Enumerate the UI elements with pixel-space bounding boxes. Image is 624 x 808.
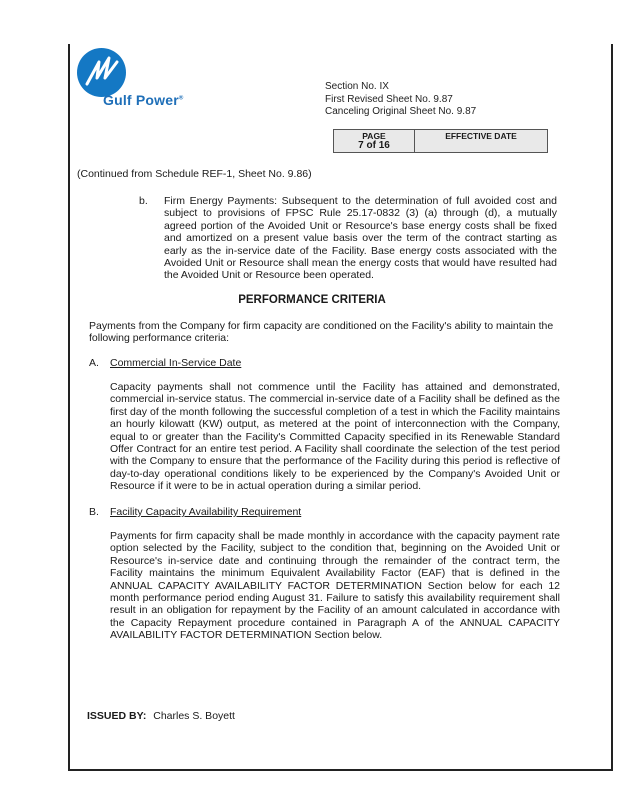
logo-text: Gulf Power bbox=[103, 92, 179, 108]
section-b-label: B. bbox=[89, 506, 99, 518]
section-heading: PERFORMANCE CRITERIA bbox=[238, 294, 386, 306]
section-a-label: A. bbox=[89, 357, 99, 369]
section-number: Section No. IX bbox=[325, 81, 389, 92]
section-b-text: Payments for firm capacity shall be made monthly in accordance with the capacity payment rate option selected by the Facility, subject to the condition that, beginning on the Avoided Unit or Resource's in-service date and continuing through the remainder of the contract term, the Facility maintains the minimum Equivalent Availability Factor (EAF) that is defined in the ANNUAL CAPACITY AVAILABILITY FACTOR DETERMINATION Section below for each 12 month performance period ending August 31. Failure to satisfy this availability requirement shall result in an obligation for repayment by the Facility of an amount calculated in accordance with the Capacity Repayment procedure contained in Paragraph A of the ANNUAL CAPACITY AVAILABILITY FACTOR DETERMINATION Section below. bbox=[110, 530, 560, 642]
issued-by bbox=[87, 710, 235, 722]
issued-by-name: Charles S. Boyett bbox=[153, 710, 235, 722]
sheet-canceling: Canceling Original Sheet No. 9.87 bbox=[325, 106, 477, 117]
issued-by-label: ISSUED BY: bbox=[87, 710, 147, 722]
item-b-text: Firm Energy Payments: Subsequent to the determination of full avoided cost and subject to provisions of FPSC Rule 25.17-0832 (3) (a) through (d), a mutually agreed portion of the Avoided Unit or Resource's base energy costs shall be fixed and amortized on a present value basis over the term of the contract starting as early as the in-service date of the Facility. Base energy costs associated with the Avoided Unit or Resource shall mean the energy costs that would have resulted had the Avoided Unit or Resource been operated. bbox=[164, 195, 557, 282]
sheet-info bbox=[325, 81, 476, 119]
section-b-title: Facility Capacity Availability Requirement bbox=[110, 506, 302, 518]
continued-note: (Continued from Schedule REF-1, Sheet No. 9.86) bbox=[77, 168, 312, 180]
sheet-revised: First Revised Sheet No. 9.87 bbox=[325, 93, 453, 105]
page-cell bbox=[334, 130, 415, 152]
effective-date-label: EFFECTIVE DATE bbox=[445, 131, 517, 141]
page-info-box bbox=[333, 129, 548, 153]
gulf-power-logo: Gulf Power® bbox=[77, 48, 217, 110]
section-a-text: Capacity payments shall not commence until the Facility has attained and demonstrated, commercial in-service status. The commercial in-service date of a Facility shall be defined as the first day of the month following the successful completion of a test in which the Facility maintains an hourly kilowatt (KW) output, as metered at the point of interconnection with the Company, equal to or greater than the Facility's Committed Capacity specified in its Renewable Standard Offer Contract for an entire test period. A Facility shall coordinate the selection of the test period with the Company to ensure that the performance of the Facility during this period is reflective of day-to-day operational conditions likely to be experienced by the Company's Avoided Unit or Resource if it were to be in actual operation during a similar period. bbox=[110, 381, 560, 493]
intro-paragraph: Payments from the Company for firm capacity are conditioned on the Facility's ability to maintain the following performance criteria: bbox=[89, 320, 554, 345]
logo-mark-icon bbox=[77, 48, 126, 97]
page-value: 7 of 16 bbox=[358, 140, 390, 151]
section-a-title: Commercial In-Service Date bbox=[110, 357, 242, 369]
item-b-label: b. bbox=[139, 195, 148, 207]
page-label: PAGE bbox=[362, 131, 386, 141]
